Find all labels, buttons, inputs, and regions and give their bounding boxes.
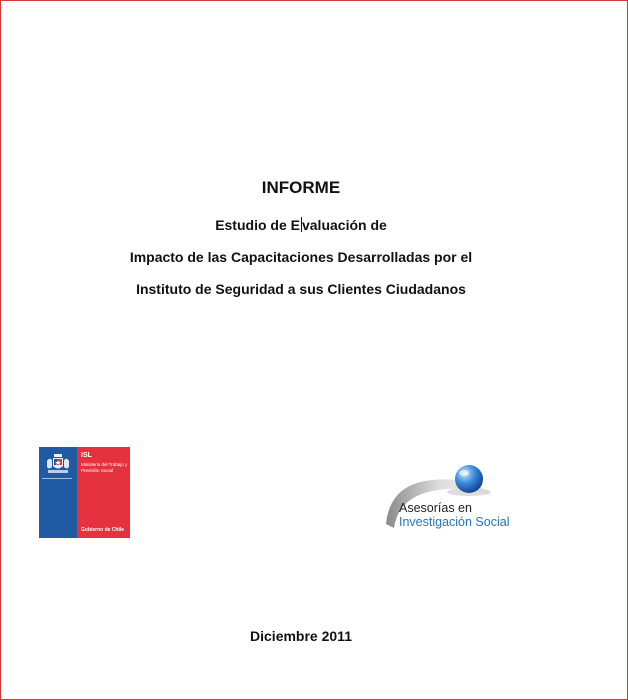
asesorias-line-2: Investigación Social (399, 515, 510, 529)
document-title: INFORME (261, 178, 341, 197)
subtitle-line-2: Impacto de las Capacitaciones Desarrolladas por el (129, 249, 473, 265)
isl-logo (39, 447, 130, 538)
isl-ministry: Ministerio del Trabajo y Previsión Social (81, 462, 128, 473)
isl-acronym: ISL (81, 452, 92, 459)
subtitle-line-1-start: Estudio de E (215, 217, 300, 233)
isl-logo-blue-panel (39, 447, 77, 538)
isl-divider-line (42, 478, 72, 479)
isl-government: Gobierno de Chile (81, 527, 125, 533)
subtitle-line-1 (1, 217, 601, 233)
subtitle-line-1-end: valuación de (301, 217, 387, 233)
subtitle-line-3: Instituto de Seguridad a sus Clientes Ciudadanos (136, 281, 466, 297)
asesorias-logo (384, 462, 534, 537)
isl-logo-red-panel (77, 447, 130, 538)
coat-of-arms-icon (44, 453, 72, 475)
document-date: Diciembre 2011 (250, 628, 352, 644)
asesorias-line-1: Asesorías en (399, 501, 472, 515)
